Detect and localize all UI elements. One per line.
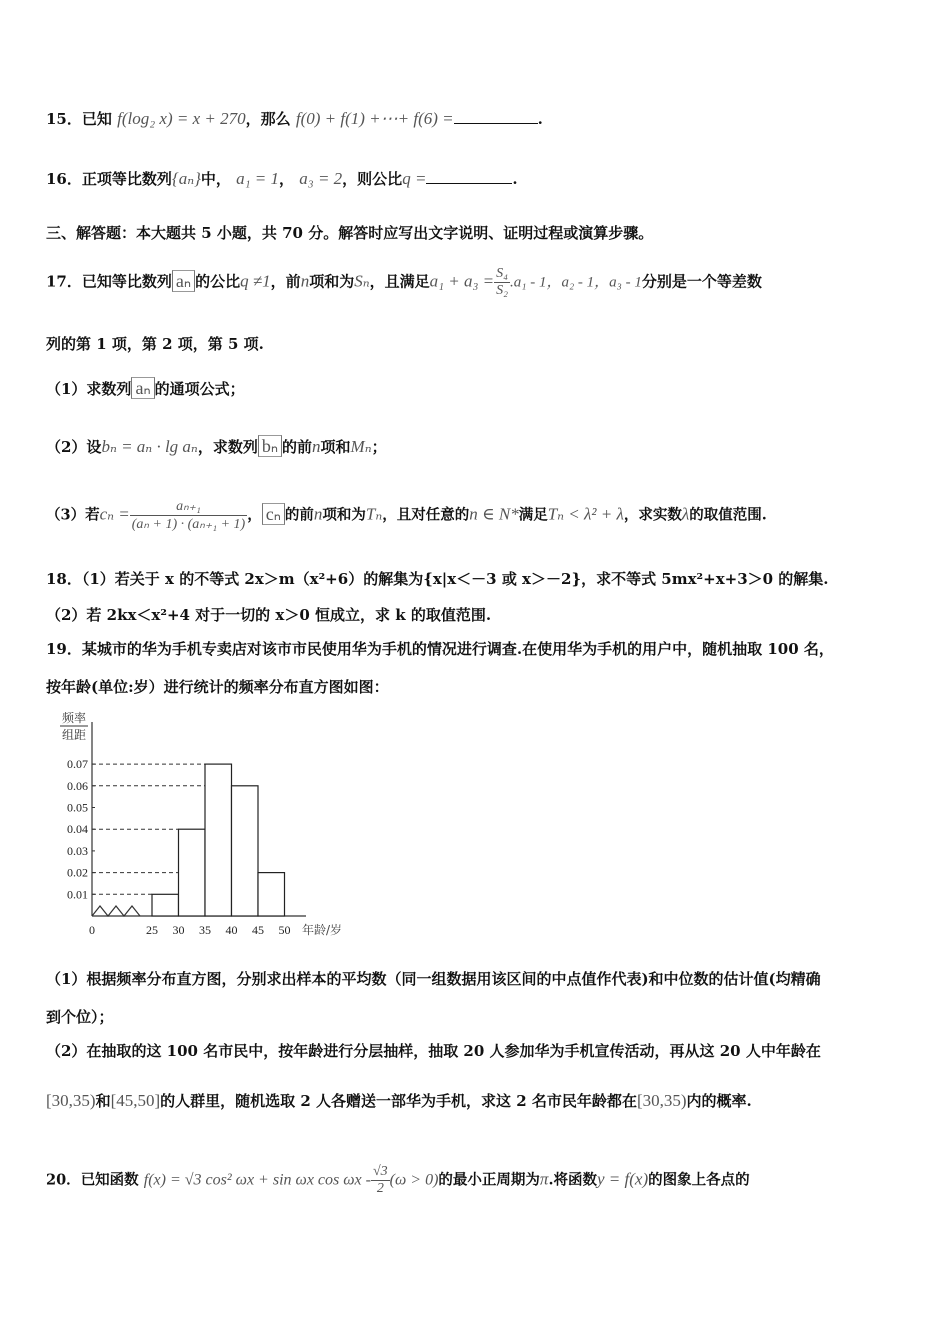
- q17-math-4: Sₙ: [354, 271, 370, 291]
- x-tick-label: 45: [252, 923, 264, 937]
- q16-text-4: ，则公比: [342, 170, 403, 188]
- question-17-line-1: [46, 266, 762, 299]
- q20-fraction: [371, 1164, 390, 1197]
- q16-math-3: a₃ = 2: [299, 169, 343, 188]
- question-19-line-1: 19．某城市的华为手机专卖店对该市市民使用华为手机的情况进行调查.在使用华为手机的用户中，随机抽取 100 名，: [46, 640, 834, 658]
- histogram-bar: [179, 829, 206, 916]
- q17-p3-math-6: Tₙ < λ² + λ: [547, 504, 624, 524]
- q20-math-1: f(x) = √3 cos² ωx + sin ωx cos ωx -: [143, 1171, 371, 1189]
- q16-math-2: a₁ = 1: [236, 169, 280, 188]
- q19-interval-3: [30,35): [636, 1091, 687, 1110]
- q19-p2-text-c: 的人群里，随机选取 2 人各赠送一部华为手机，求这 2 名市民年龄都在: [160, 1092, 637, 1110]
- q17-frac-den: S₂: [496, 283, 508, 298]
- q16-number: 16．: [46, 170, 82, 188]
- x-tick-label: 25: [146, 923, 158, 937]
- question-18-line-1: 18．（1）若关于 x 的不等式 2x＞m（x²+6）的解集为{x|x＜－3 或 x＞－2}，求不等式 5mx²+x+3＞0 的解集.: [46, 570, 829, 588]
- q16-answer-blank: [426, 169, 512, 184]
- y-tick-label: 0.04: [67, 822, 88, 837]
- x-axis-label: 年龄/岁: [302, 923, 343, 937]
- q17-p3-math-5: n ∈ N*: [469, 504, 519, 524]
- q17-text-1: 已知等比数列: [81, 272, 172, 291]
- question-17-part-2: [46, 436, 387, 457]
- q20-math-4: y = f(x): [597, 1169, 649, 1189]
- q17-p2-math-4: Mₙ: [350, 437, 372, 456]
- question-17-line-2: 列的第 1 项，第 2 项，第 5 项.: [46, 335, 264, 353]
- question-17-part-3: [46, 498, 767, 533]
- y-tick-label: 0.03: [67, 843, 88, 858]
- q17-text-4: 项和为: [309, 272, 355, 291]
- q20-number: 20．: [46, 1171, 81, 1189]
- q17-p2-text-e: ；: [371, 438, 387, 456]
- q17-p3-fraction: [130, 498, 247, 533]
- q17-p2-math-1: bₙ = aₙ · lg aₙ: [101, 437, 198, 456]
- axis-break: [92, 906, 140, 916]
- section-3-heading: 三、解答题：本大题共 5 小题，共 70 分。解答时应写出文字说明、证明过程或演算步骤。: [46, 224, 654, 242]
- q19-p2-text-d: 内的概率.: [686, 1092, 752, 1110]
- q17-p3-text-h: 的取值范围.: [689, 506, 767, 524]
- q15-text-1: 已知: [81, 110, 112, 128]
- frequency-histogram: [44, 704, 384, 940]
- q16-math-1: {aₙ}: [171, 169, 201, 188]
- question-20: [46, 1164, 750, 1197]
- question-19-part-2-line-2: [46, 1090, 752, 1111]
- q20-text-4: 的图象上各点的: [648, 1171, 750, 1189]
- q16-text-5: .: [512, 170, 518, 188]
- x-tick-label: 0: [89, 923, 95, 937]
- q17-p3-text-c: 的前: [284, 506, 314, 524]
- q17-p3-frac-den: (aₙ + 1) · (aₙ₊₁ + 1): [131, 517, 246, 532]
- question-19-part-2-line-1: （2）在抽取的这 100 名市民中，按年龄进行分层抽样，抽取 20 人参加华为手机宣传活动，再从这 20 人中年龄在: [46, 1042, 821, 1060]
- histogram-bar: [152, 894, 179, 916]
- q17-p1-text-b: 的通项公式；: [154, 380, 245, 398]
- q17-p2-text-d: 项和: [320, 438, 351, 456]
- x-tick-label: 50: [278, 923, 291, 937]
- q20-frac-num: √3: [372, 1164, 388, 1179]
- q17-text-3: ，前: [270, 272, 301, 291]
- q16-text-2: 中，: [200, 170, 231, 188]
- q17-p3-text-e: ，且对任意的: [382, 506, 470, 524]
- q17-math-5: a₁ + a₃ =: [429, 271, 495, 291]
- question-17-part-1: [46, 378, 245, 399]
- q15-text-2: ，那么: [245, 110, 291, 128]
- q17-p3-text-a: （3）若: [46, 506, 100, 524]
- question-19-part-1-line-1: （1）根据频率分布直方图，分别求出样本的平均数（同一组数据用该区间的中点值作代表)和中位数的估计值(均精确: [46, 970, 821, 988]
- q17-p3-math-1: cₙ =: [99, 504, 130, 524]
- y-label-top: 频率: [62, 711, 87, 725]
- q17-p3-math-4: Tₙ: [365, 504, 383, 524]
- x-tick-label: 40: [225, 923, 238, 937]
- q17-p1-text-a: （1）求数列: [46, 380, 132, 398]
- y-tick-label: 0.02: [67, 865, 88, 880]
- q16-text-3: ，: [279, 170, 295, 188]
- q17-math-2: q ≠1: [240, 271, 271, 291]
- q17-math-6: .a₁ - 1，a₂ - 1，a₃ - 1: [510, 274, 642, 291]
- q17-fraction: [494, 266, 510, 299]
- q15-math-2: f(0) + f(1) +⋯+ f(6) =: [295, 109, 454, 128]
- q17-text-6: 分别是一个等差数: [641, 272, 762, 291]
- q15-math-1: f(log₂ x) = x + 270: [117, 109, 246, 128]
- q20-text-3: .将函数: [548, 1171, 598, 1189]
- q17-text-5: ，且满足: [369, 272, 430, 291]
- q17-p3-math-7: λ: [681, 504, 690, 524]
- q17-p3-frac-num: aₙ₊₁: [130, 498, 247, 516]
- q20-frac-den: 2: [376, 1181, 384, 1196]
- question-19-line-2: 按年龄(单位:岁）进行统计的频率分布直方图如图：: [46, 678, 389, 696]
- q15-text-3: .: [537, 110, 543, 128]
- q15-answer-blank: [454, 109, 538, 124]
- q20-text-1: 已知函数: [80, 1171, 139, 1189]
- q17-p3-text-f: 满足: [518, 506, 548, 524]
- histogram-bar: [258, 873, 285, 916]
- q17-math-3: n: [300, 271, 310, 291]
- q17-p2-math-3: n: [312, 437, 321, 456]
- q19-interval-1: [30,35): [46, 1091, 96, 1110]
- q17-p2-text-c: 的前: [282, 438, 313, 456]
- q19-p2-text-b: 和: [95, 1092, 111, 1110]
- q17-p3-text-g: ，求实数: [623, 506, 682, 524]
- q17-p2-text-a: （2）设: [46, 438, 102, 456]
- question-16: [46, 168, 518, 189]
- q17-math-1: aₙ: [172, 270, 195, 292]
- histogram-bar: [232, 786, 259, 916]
- q15-number: 15．: [46, 110, 82, 128]
- q16-math-4: q =: [402, 169, 427, 188]
- histogram-bar: [205, 764, 232, 916]
- q17-text-2: 的公比: [195, 272, 241, 291]
- y-tick-label: 0.07: [67, 757, 88, 772]
- y-label-bottom: 组距: [62, 728, 87, 742]
- q17-p2-text-b: ，求数列: [197, 438, 258, 456]
- question-18-line-2: （2）若 2kx＜x²+4 对于一切的 x＞0 恒成立，求 k 的取值范围.: [46, 606, 492, 624]
- y-tick-label: 0.01: [67, 887, 88, 902]
- q20-math-3: π: [539, 1169, 549, 1189]
- question-15: [46, 108, 543, 129]
- x-tick-label: 30: [172, 923, 185, 937]
- q17-p3-text-b: ，: [247, 506, 262, 524]
- y-tick-label: 0.06: [67, 778, 88, 793]
- q17-frac-num: S₄: [496, 266, 508, 281]
- x-tick-label: 35: [199, 923, 211, 937]
- y-tick-label: 0.05: [67, 800, 88, 815]
- question-19-part-1-line-2: 到个位）；: [46, 1008, 114, 1026]
- q17-number: 17．: [46, 272, 82, 291]
- q20-math-2: (ω > 0): [389, 1171, 439, 1189]
- q17-p3-math-2: cₙ: [262, 503, 285, 525]
- q19-interval-2: [45,50]: [110, 1091, 161, 1110]
- q20-text-2: 的最小正周期为: [438, 1171, 540, 1189]
- q17-p3-text-d: 项和为: [322, 506, 366, 524]
- q17-p3-math-3: n: [313, 504, 323, 524]
- q17-p2-math-2: bₙ: [258, 435, 282, 457]
- q16-text-1: 正项等比数列: [81, 170, 172, 188]
- q17-p1-math: aₙ: [131, 377, 154, 399]
